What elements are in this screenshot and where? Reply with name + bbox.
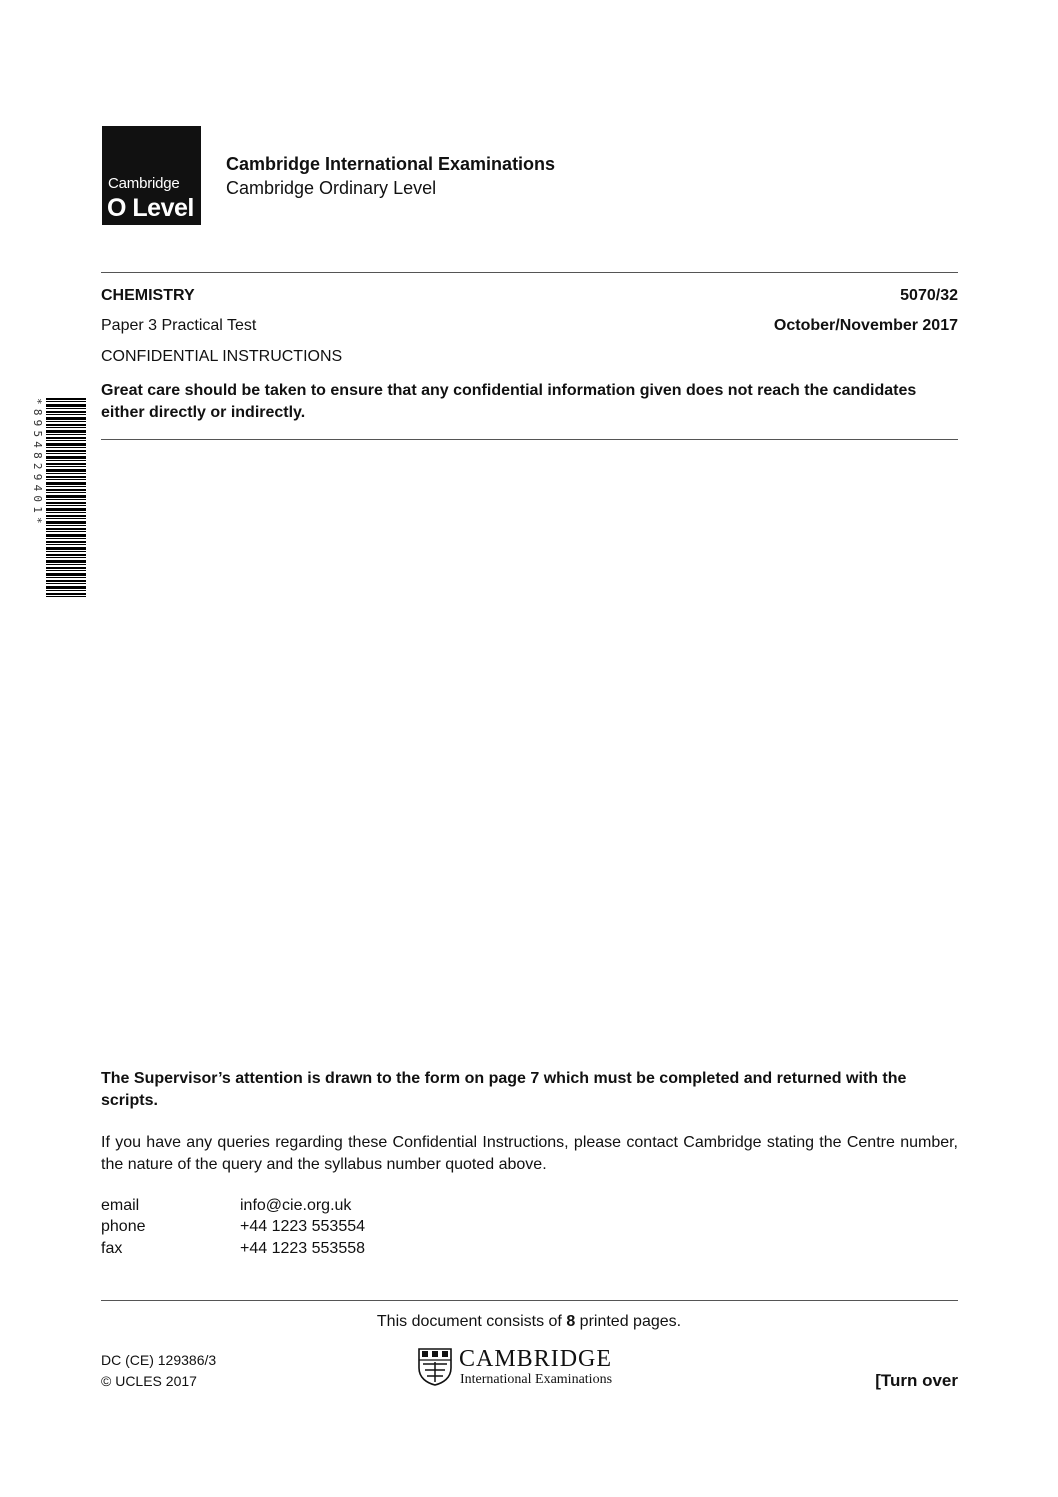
contact-fax-value: +44 1223 553558 [240, 1240, 366, 1257]
exam-session: October/November 2017 [773, 317, 958, 334]
page-count-suffix: printed pages. [575, 1313, 682, 1330]
cambridge-crest-icon [418, 1348, 452, 1386]
barcode-digits: *8954829401* [31, 398, 44, 528]
copyright: © UCLES 2017 [101, 1373, 197, 1389]
qualification-level: Cambridge Ordinary Level [226, 178, 437, 198]
logo-line-1: Cambridge [108, 175, 180, 192]
header-bottom-divider [101, 439, 958, 440]
confidentiality-warning: Great care should be taken to ensure that any confidential information given does not reach the candidates either directly or indirectly. [101, 382, 917, 421]
page-count-prefix: This document consists of [376, 1313, 567, 1330]
subject-title: CHEMISTRY [101, 287, 195, 304]
document-reference: DC (CE) 129386/3 [101, 1352, 217, 1368]
contact-email-value: info@cie.org.uk [240, 1197, 352, 1214]
candidate-barcode [46, 398, 86, 598]
turn-over-label: [Turn over [875, 1371, 958, 1390]
page-count-number: 8 [566, 1313, 576, 1330]
cambridge-wordmark: CAMBRIDGE [459, 1346, 613, 1372]
org-name: Cambridge International Examinations [226, 154, 556, 174]
document-type: CONFIDENTIAL INSTRUCTIONS [101, 348, 343, 365]
contact-fax-label: fax [101, 1240, 123, 1257]
syllabus-code: 5070/32 [900, 287, 958, 304]
queries-paragraph: If you have any queries regarding these Confidential Instructions, please contact Cambridge stating the Centre number, the nature of the query and the syllabus number quoted above. [101, 1134, 958, 1173]
supervisor-note: The Supervisor’s attention is drawn to the form on page 7 which must be completed and returned with the scripts. [101, 1070, 907, 1109]
logo-line-2: O Level [107, 194, 194, 222]
contact-email-label: email [101, 1197, 140, 1214]
cambridge-wordmark-subtitle: International Examinations [460, 1372, 613, 1387]
top-divider [101, 272, 958, 273]
footer-divider [101, 1300, 958, 1301]
paper-name: Paper 3 Practical Test [101, 317, 257, 334]
contact-phone-label: phone [101, 1218, 146, 1235]
cambridge-o-level-logo [102, 126, 201, 225]
page-count-line [0, 1313, 1058, 1331]
contact-phone-value: +44 1223 553554 [240, 1218, 366, 1235]
